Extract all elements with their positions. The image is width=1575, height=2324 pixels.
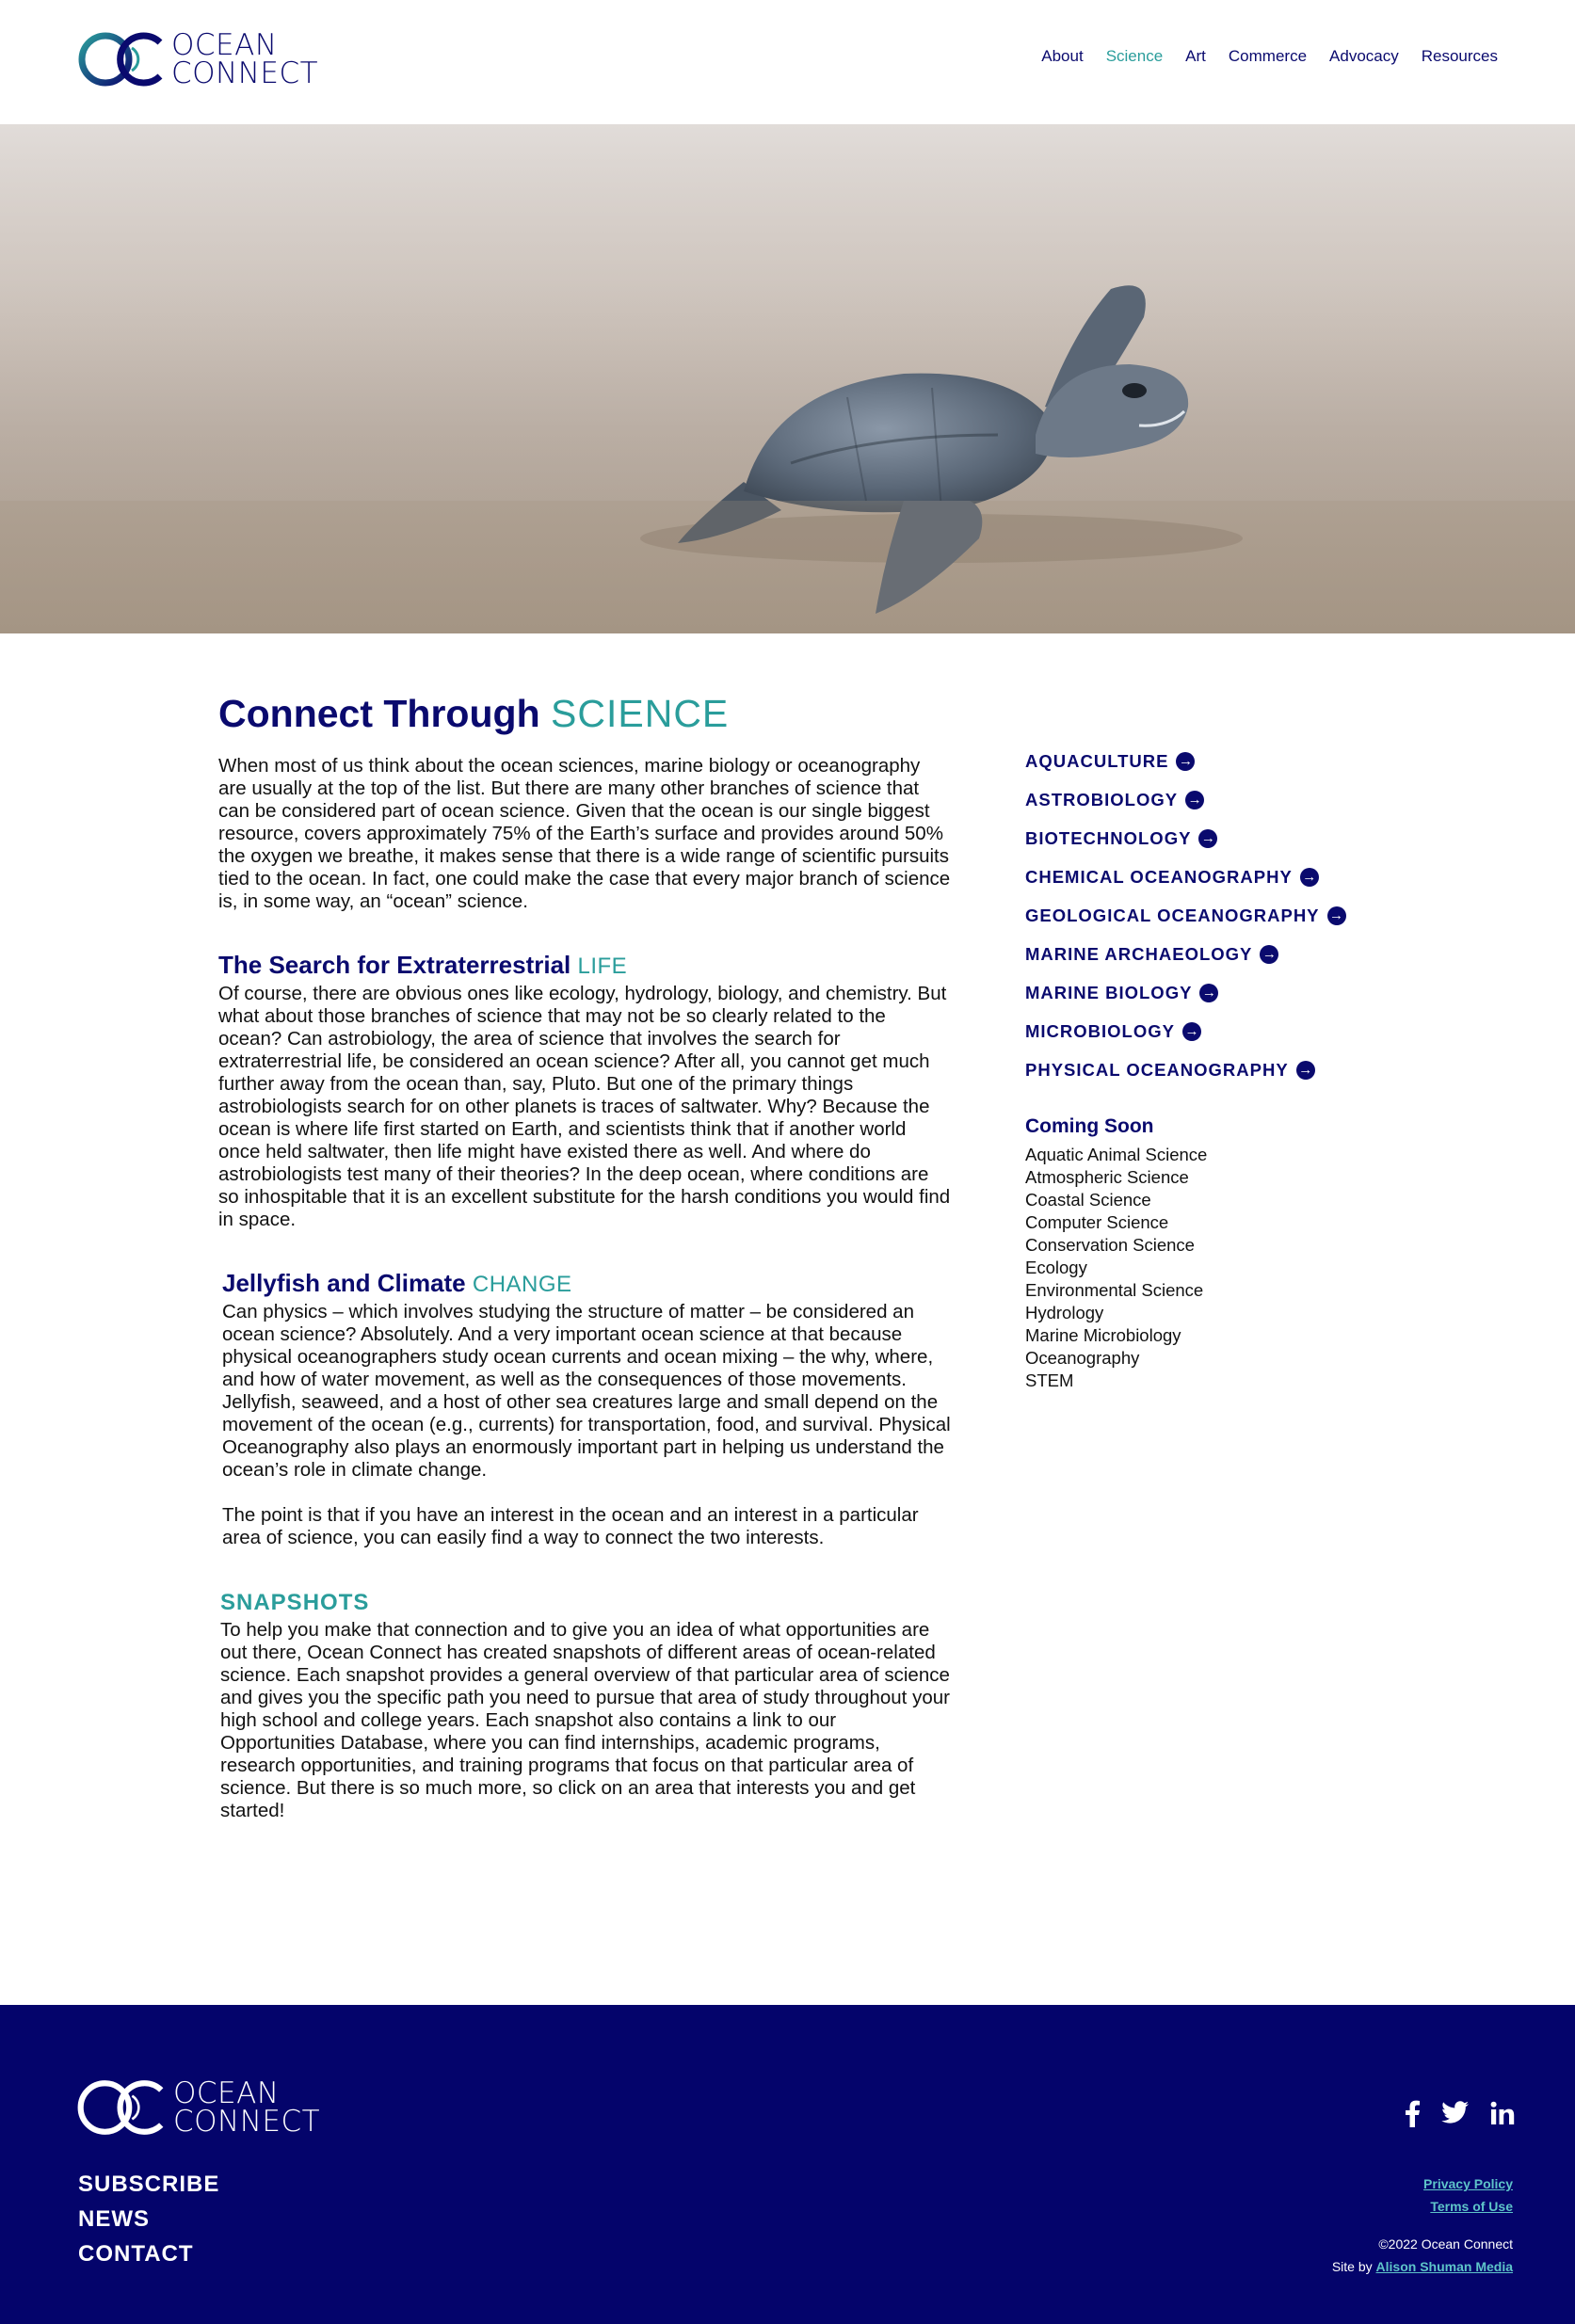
site-credit-link[interactable]: Alison Shuman Media xyxy=(1375,2259,1513,2274)
legal-links xyxy=(1423,2172,1513,2218)
logo-line2: CONNECT xyxy=(171,56,319,90)
arrow-right-circle-icon xyxy=(1296,1061,1315,1080)
coming-soon-list xyxy=(1025,1144,1421,1392)
section-paragraph-life: Of course, there are obvious ones like ecology, hydrology, biology, and chemistry. But what about those branches of science that may not be so clearly related to the ocean? Can astrobiology, the area of science that involves the search for extraterrestrial life, be considered an ocean science? After all, you cannot get much further away from the ocean than, say, Pluto. But one of the primary things astrobiologists search for on other planets is traces of saltwater. Why? Because the ocean is where life first started on Earth, and scientists think that if another world once held saltwater, then life might have existed there as well. And where do astrobiologists test many of their theories? In the deep ocean, where conditions are so inhospitable that it is an excellent substitute for the harsh conditions you would find in space. xyxy=(218,983,951,1230)
coming-soon-item: STEM xyxy=(1025,1370,1074,1390)
topic-label: AQUACULTURE xyxy=(1025,750,1169,771)
coming-soon-item: Ecology xyxy=(1025,1258,1087,1277)
section-paragraph-climate: Can physics – which involves studying the structure of matter – be considered an ocean science? Absolutely. And a very important ocean science at that because physical oceanographers study ocean currents and ocean mixing – the why, where, and how of water movement, as well as the consequences of those movements. Jellyfish, seaweed, and a host of other sea creatures large and small depend on the movement of the ocean (e.g., currents) for transportation, food, and survival. Physical Oceanography also plays an enormously important part in helping us understand the ocean’s role in climate change. xyxy=(222,1301,951,1481)
nav-commerce[interactable]: Commerce xyxy=(1228,47,1308,65)
copyright-block xyxy=(1332,2233,1513,2278)
footer-contact-link[interactable]: CONTACT xyxy=(78,2241,194,2267)
hero-image xyxy=(0,124,1575,633)
site-footer xyxy=(0,2005,1575,2324)
topic-label: MARINE BIOLOGY xyxy=(1025,982,1193,1002)
section-title-life-text: The Search for Extraterrestrial xyxy=(218,951,578,979)
footer-logo-line1: OCEAN xyxy=(173,2076,280,2110)
topic-label: MARINE ARCHAEOLOGY xyxy=(1025,943,1253,964)
topic-aquaculture[interactable] xyxy=(1025,742,1421,780)
arrow-right-circle-icon xyxy=(1300,868,1319,887)
logo-line1: OCEAN xyxy=(171,28,278,62)
topic-physical-oceanography[interactable] xyxy=(1025,1050,1421,1089)
topic-label: GEOLOGICAL OCEANOGRAPHY xyxy=(1025,905,1320,925)
section-paragraph-point: The point is that if you have an interest in the ocean and an interest in a particular area of science, you can easily find a way to connect the two interests. xyxy=(222,1504,919,1548)
coming-soon-item: Conservation Science xyxy=(1025,1235,1195,1255)
section-title-snapshots: SNAPSHOTS xyxy=(220,1590,370,1615)
coming-soon-item: Computer Science xyxy=(1025,1212,1169,1232)
topic-label: PHYSICAL OCEANOGRAPHY xyxy=(1025,1059,1289,1080)
facebook-icon[interactable] xyxy=(1404,2099,1421,2132)
title-accent: SCIENCE xyxy=(551,692,730,735)
linkedin-icon[interactable] xyxy=(1490,2101,1515,2130)
coming-soon-item: Oceanography xyxy=(1025,1348,1140,1368)
topic-label: BIOTECHNOLOGY xyxy=(1025,827,1192,848)
logo-mark-icon xyxy=(77,29,168,89)
nav-advocacy[interactable]: Advocacy xyxy=(1329,47,1399,65)
topic-label: CHEMICAL OCEANOGRAPHY xyxy=(1025,866,1293,887)
section-title-life xyxy=(218,949,953,983)
intro-paragraph: When most of us think about the ocean sciences, marine biology or oceanography are usually at the top of the list. But there are many other branches of science that can be considered part of ocean science. Given that the ocean is our single biggest resource, covers approximately 75% of the Earth’s surface and provides around 50% the oxygen we breathe, it makes sense that there is a wide range of scientific pursuits tied to the ocean. In fact, one could make the case that every major branch of science is, in some way, an “ocean” science. xyxy=(218,755,951,912)
topic-chemical-oceanography[interactable] xyxy=(1025,857,1421,896)
topic-marine-biology[interactable] xyxy=(1025,973,1421,1012)
section-title-life-accent: LIFE xyxy=(577,954,628,979)
arrow-right-circle-icon xyxy=(1182,1022,1201,1041)
coming-soon-item: Marine Microbiology xyxy=(1025,1325,1181,1345)
page-title xyxy=(218,687,953,740)
science-sidebar xyxy=(1025,742,1421,1392)
arrow-right-circle-icon xyxy=(1199,984,1218,1002)
topic-geological-oceanography[interactable] xyxy=(1025,896,1421,935)
arrow-right-circle-icon xyxy=(1260,945,1278,964)
section-title-climate xyxy=(222,1267,953,1301)
privacy-policy-link[interactable]: Privacy Policy xyxy=(1423,2176,1513,2191)
section-title-climate-accent: CHANGE xyxy=(472,1272,572,1297)
site-credit-label: Site by xyxy=(1331,2259,1376,2274)
topic-biotechnology[interactable] xyxy=(1025,819,1421,857)
nav-science[interactable]: Science xyxy=(1105,47,1164,65)
site-credit xyxy=(1332,2255,1513,2278)
footer-news-link[interactable]: NEWS xyxy=(78,2206,150,2232)
topic-label: ASTROBIOLOGY xyxy=(1025,789,1179,809)
coming-soon-item: Hydrology xyxy=(1025,1303,1104,1322)
site-logo[interactable] xyxy=(77,28,331,90)
footer-subscribe-link[interactable]: SUBSCRIBE xyxy=(78,2172,220,2197)
topic-microbiology[interactable] xyxy=(1025,1012,1421,1050)
footer-logo-line2: CONNECT xyxy=(173,2105,321,2139)
turtle-hatchling-image xyxy=(0,124,1575,633)
main-content xyxy=(218,687,953,1822)
logo-mark-icon xyxy=(75,2076,169,2139)
topic-marine-archaeology[interactable] xyxy=(1025,935,1421,973)
arrow-right-circle-icon xyxy=(1198,829,1217,848)
topic-label: MICROBIOLOGY xyxy=(1025,1020,1175,1041)
section-paragraph-snapshots: To help you make that connection and to give you an idea of what opportunities are out there, Ocean Connect has created snapshots of different areas of ocean-related science. Each snapshot provides a general overview of that particular area of science and gives you the specific path you need to pursue that area of study throughout your high school and college years. Each snapshot also contains a link to our Opportunities Database, where you can find internships, academic programs, research opportunities, and training programs that focus on that particular area of science. But there is so much more, so click on an area that interests you and get started! xyxy=(220,1619,950,1821)
coming-soon-item: Coastal Science xyxy=(1025,1190,1151,1210)
coming-soon-title: Coming Soon xyxy=(1025,1115,1154,1137)
nav-resources[interactable]: Resources xyxy=(1421,47,1498,65)
coming-soon-item: Atmospheric Science xyxy=(1025,1167,1189,1187)
coming-soon-item: Aquatic Animal Science xyxy=(1025,1145,1208,1164)
nav-art[interactable]: Art xyxy=(1185,47,1206,65)
twitter-icon[interactable] xyxy=(1441,2101,1470,2130)
footer-logo[interactable] xyxy=(75,2076,320,2139)
title-text: Connect Through xyxy=(218,692,552,735)
main-nav xyxy=(1041,47,1498,66)
arrow-right-circle-icon xyxy=(1176,752,1195,771)
footer-links xyxy=(78,2167,219,2271)
coming-soon-item: Environmental Science xyxy=(1025,1280,1204,1300)
arrow-right-circle-icon xyxy=(1185,791,1204,809)
section-title-climate-text: Jellyfish and Climate xyxy=(222,1269,473,1297)
logo-wordmark xyxy=(171,28,319,90)
terms-of-use-link[interactable]: Terms of Use xyxy=(1430,2199,1513,2214)
site-header xyxy=(0,0,1575,124)
social-links xyxy=(1404,2099,1515,2132)
footer-logo-wordmark xyxy=(173,2076,321,2139)
copyright-text: ©2022 Ocean Connect xyxy=(1378,2236,1513,2252)
arrow-right-circle-icon xyxy=(1327,906,1346,925)
nav-about[interactable]: About xyxy=(1041,47,1084,65)
topic-astrobiology[interactable] xyxy=(1025,780,1421,819)
